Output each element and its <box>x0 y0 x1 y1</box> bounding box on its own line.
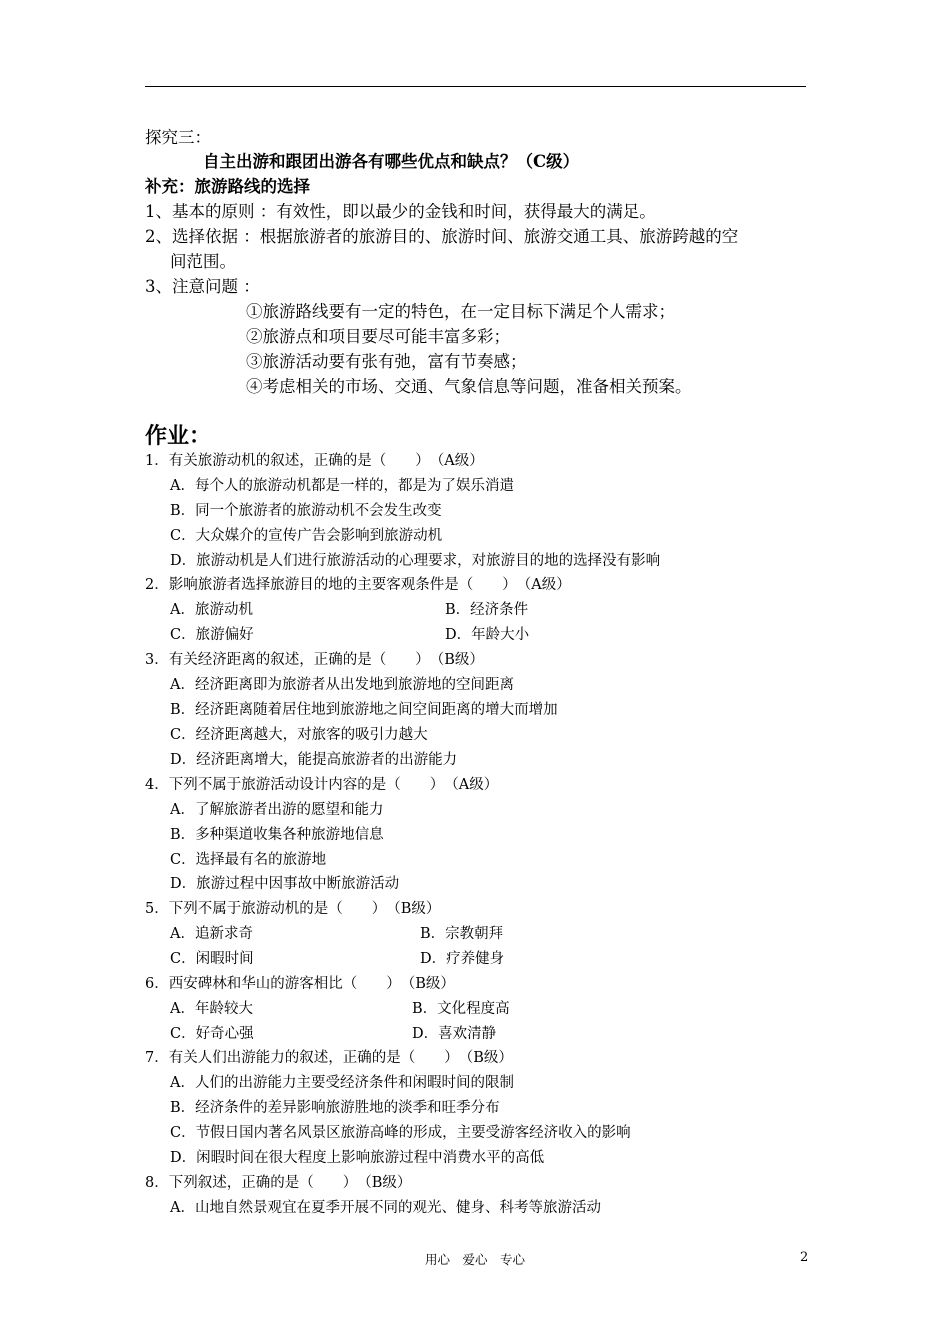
question-stem: 7．有关人们出游能力的叙述，正确的是（ ） （B级） <box>145 1050 513 1066</box>
option: A．山地自然景观宜在夏季开展不同的观光、健身、科考等旅游活动 <box>170 1200 601 1216</box>
explore-heading: 探究三： <box>145 128 211 147</box>
option: A．追新求奇 <box>170 926 253 942</box>
basis-paragraph: 2、选择依据 ：根据旅游者的旅游目的、旅游时间、旅游交通工具、旅游跨越的空 <box>145 227 739 246</box>
option: B．经济条件的差异影响旅游胜地的淡季和旺季分布 <box>170 1100 500 1116</box>
question-stem: 6．西安碑林和华山的游客相比（ ） （B级） <box>145 976 455 992</box>
homework-title: 作业： <box>145 423 212 449</box>
question-stem: 1．有关旅游动机的叙述，正确的是（ ） （A级） <box>145 453 484 469</box>
option: C．闲暇时间 <box>170 951 254 967</box>
note-item: ③旅游活动要有张有弛，富有节奏感； <box>246 352 527 371</box>
option: C．节假日国内著名风景区旅游高峰的形成，主要受游客经济收入的影响 <box>170 1125 631 1141</box>
explore-question: 自主出游和跟团出游各有哪些优点和缺点？（C级） <box>203 152 580 171</box>
note-item: ④考虑相关的市场、交通、气象信息等问题，准备相关预案。 <box>246 377 692 396</box>
option: D．旅游动机是人们进行旅游活动的心理要求，对旅游目的地的选择没有影响 <box>170 553 661 569</box>
footer-slogan: 用心 爱心 专心 <box>424 1252 525 1267</box>
option: B．同一个旅游者的旅游动机不会发生改变 <box>170 503 442 519</box>
principle-paragraph: 1、基本的原则 ：有效性，即以最少的金钱和时间，获得最大的满足。 <box>145 202 656 221</box>
option: C．大众媒介的宣传广告会影响到旅游动机 <box>170 528 443 544</box>
option: D．经济距离增大，能提高旅游者的出游能力 <box>170 752 458 768</box>
question-stem: 8．下列叙述，正确的是（ ） （B级） <box>145 1175 412 1191</box>
option: C．旅游偏好 <box>170 627 254 643</box>
note-item: ②旅游点和项目要尽可能丰富多彩； <box>246 327 510 346</box>
header-rule <box>145 86 806 87</box>
option: C．好奇心强 <box>170 1026 254 1042</box>
option: D．疗养健身 <box>420 951 505 967</box>
notes-heading: 3、注意问题 ： <box>145 277 260 296</box>
option: B．经济条件 <box>445 602 529 618</box>
option: A．旅游动机 <box>170 602 253 618</box>
option: B．经济距离随着居住地到旅游地之间空间距离的增大而增加 <box>170 702 558 718</box>
question-stem: 2．影响旅游者选择旅游目的地的主要客观条件是（ ） （A级） <box>145 577 571 593</box>
option: D．旅游过程中因事故中断旅游活动 <box>170 876 400 892</box>
question-stem: 3．有关经济距离的叙述，正确的是（ ） （B级） <box>145 652 484 668</box>
question-stem: 5．下列不属于旅游动机的是（ ） （B级） <box>145 901 441 917</box>
option: C．经济距离越大，对旅客的吸引力越大 <box>170 727 428 743</box>
option: B．多种渠道收集各种旅游地信息 <box>170 827 384 843</box>
option: D．闲暇时间在很大程度上影响旅游过程中消费水平的高低 <box>170 1150 545 1166</box>
note-item: ①旅游路线要有一定的特色，在一定目标下满足个人需求； <box>246 302 675 321</box>
option: A．每个人的旅游动机都是一样的，都是为了娱乐消遣 <box>170 478 514 494</box>
option: A．人们的出游能力主要受经济条件和闲暇时间的限制 <box>170 1075 514 1091</box>
option: B．文化程度高 <box>412 1001 510 1017</box>
option: A．经济距离即为旅游者从出发地到旅游地的空间距离 <box>170 677 514 693</box>
option: A．年龄较大 <box>170 1001 253 1017</box>
option: D．喜欢清静 <box>412 1026 497 1042</box>
page-number: 2 <box>800 1250 809 1265</box>
option: B．宗教朝拜 <box>420 926 504 942</box>
option: D．年龄大小 <box>445 627 530 643</box>
option: C．选择最有名的旅游地 <box>170 852 327 868</box>
option: A．了解旅游者出游的愿望和能力 <box>170 802 384 818</box>
supplement-title: 补充：旅游路线的选择 <box>145 177 310 196</box>
basis-paragraph-cont: 间范围。 <box>170 252 236 271</box>
question-stem: 4．下列不属于旅游活动设计内容的是（ ） （A级） <box>145 777 499 793</box>
